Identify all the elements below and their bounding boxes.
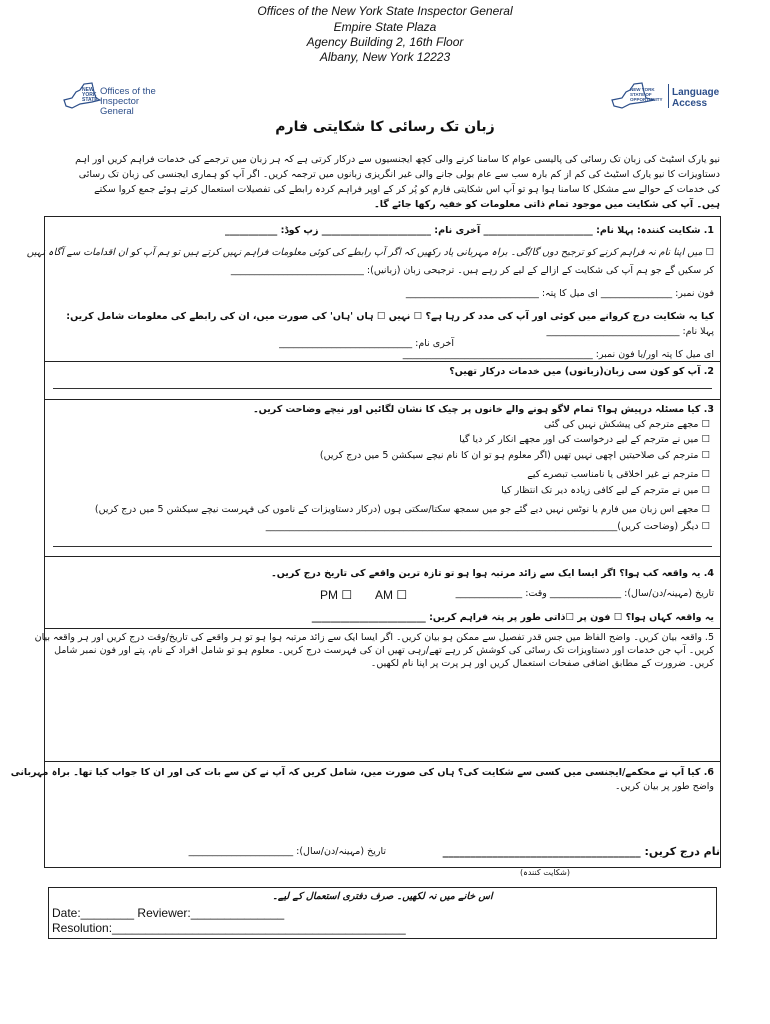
office-use-note: اس خانے میں نہ لکھیں۔ صرف دفتری استعمال کے لیے۔ [272, 891, 493, 902]
issue-question: 3. کیا مسئلہ درپیش ہوا؟ تمام لاگو ہونے والے خانوں پر چیک کا نشان لگائیں اور نیچے وضاحت کریں۔ [253, 404, 714, 415]
issue-option-no-translated-forms[interactable]: ☐ مجھے اس زبان میں فارم یا نوٹس نہیں دیے گئے جو میں سمجھ سکتا/سکتی ہوں (درکار دستاویزات کے ناموں کی فہرست نیچے سیکشن 5 میں درج کریں) [94, 504, 710, 515]
prior-complaint-line-2: واضح طور پر بیان کریں۔ [614, 781, 714, 792]
section-3-issue [44, 399, 721, 557]
header-line-4: Albany, New York 12223 [319, 50, 451, 64]
name-field[interactable]: نام درج کریں: ____________________________________ [442, 845, 720, 858]
helper-first-name-field[interactable]: پہلا نام: ____________________________ [546, 326, 714, 337]
preferred-language-field[interactable]: کر سکیں گے جو ہم آپ کی شکایت کے ازالے کے لیے کر رہے ہیں۔ ترجیحی زبان (زبانیں): ____________________________ [230, 265, 714, 276]
section-1-complainant [26, 216, 721, 362]
form-title: زبان تک رسائی کا شکایتی فارم [275, 119, 495, 135]
issue-option-long-wait[interactable]: ☐ میں نے مترجم کے لیے کافی زیادہ دیر تک انتظار کیا [501, 485, 710, 496]
logo-ny-text: NEW YORK STATE [82, 87, 98, 103]
describe-line-1: 5. واقعہ بیان کریں۔ واضح الفاظ میں جس قدر تفصیل سے ممکن ہو بیان کریں۔ اگر ایسا ایک سے زائد مرتبہ ہوا ہو تو ہر واقعے کی تاریخ/وقت درج کریں اور ہر واقعہ بیان [34, 632, 714, 643]
logo-divider [668, 84, 669, 108]
language-access-logo [610, 82, 720, 112]
describe-line-3: کریں۔ ضرورت کے مطابق اضافی صفحات استعمال کریں اور ہر پرت پر اپنا نام لکھیں۔ [370, 658, 714, 669]
when-question: 4. یہ واقعہ کب ہوا؟ اگر ایسا ایک سے زائد مرتبہ ہوا ہو تو تازہ ترین واقعے کی تاریخ درج کریں۔ [271, 568, 714, 579]
oig-logo [62, 82, 172, 117]
signature-date-field[interactable]: تاریخ (مہینہ/دن/سال): ______________________ [188, 846, 386, 857]
header-line-3: Agency Building 2, 16th Floor [306, 35, 464, 49]
office-resolution[interactable]: Resolution:____________________________________________ [52, 921, 406, 935]
describe-answer-area[interactable] [49, 673, 716, 757]
section-2-language [44, 361, 721, 400]
logo-oig-name: Offices of the Inspector General [100, 86, 156, 117]
logo-ny-opportunity-text: NEW YORK STATE OF OPPORTUNITY [630, 87, 663, 102]
anonymous-checkbox-option[interactable]: ☐ میں اپنا نام نہ فراہم کرنے کو ترجیح دوں گا/گی۔ براہ مہربانی یاد رکھیں کہ اگر آپ رابطے کی کوئی معلومات فراہم نہیں کرتے ہیں تو ہم آپ کو ان اقدامات سے آگاہ نہیں [26, 247, 714, 258]
describe-line-2: کریں۔ آپ جن خدمات اور دستاویزات تک رسائی کی کوشش کر رہے تھے/رہی تھیں ان کی فہرست درج کریں۔ معلوم ہو تو شامل افراد کے نام، پتے اور فون نمبر شامل [54, 645, 714, 656]
complainant-name-fields[interactable]: 1. شکایت کنندہ: پہلا نام: _______________________ آخری نام: _______________________ زپ کوڈ: ___________ [225, 225, 714, 236]
header-line-1: Offices of the New York State Inspector General [257, 4, 513, 18]
helper-contact-field[interactable]: ای میل کا پتہ اور/یا فون نمبر: ________________________________________ [402, 349, 714, 360]
am-checkbox[interactable]: AM ☐ [375, 588, 408, 602]
where-question[interactable]: یہ واقعہ کہاں ہوا؟ ☐ فون پر ☐ذاتی طور پر پتہ فراہم کریں: ________________________ [311, 612, 714, 623]
language-question: 2. آپ کو کون سی زبان(زبانوں) میں خدمات درکار تھیں؟ [449, 366, 714, 377]
issue-option-unethical[interactable]: ☐ مترجم نے غیر اخلاقی یا نامناسب تبصرے کیے [527, 469, 710, 480]
issue-option-poor-skills[interactable]: ☐ مترجم کی صلاحیتیں اچھی نہیں تھیں (اگر معلوم ہو تو ان کا نام نیچے سیکشن 5 میں درج کریں) [319, 450, 710, 461]
section-5-describe [34, 628, 721, 762]
intro-line-1: نیو یارک اسٹیٹ کی زبان تک رسائی کی پالیسی عوام کا سامنا کرنے والی کچھ ایجنسیوں سے درکار کرتی ہے کہ ہر زبان میں ترجمے کی خدمات فراہم کریں اور اہم [75, 154, 720, 165]
prior-complaint-line-1: 6. کیا آپ نے محکمے/ایجنسی میں کسی سے شکایت کی؟ ہاں کی صورت میں، شامل کریں کہ آپ نے کن سے بات کی اور ان کا جواب کیا تھا۔ براہ مہربانی [10, 767, 714, 778]
pm-checkbox[interactable]: PM ☐ [320, 588, 353, 602]
helper-last-name-field[interactable]: آخری نام: ____________________________ [279, 338, 454, 349]
intro-line-4: ہیں۔ آپ کی شکایت میں موجود تمام ذاتی معلومات کو خفیہ رکھا جائے گا۔ [374, 199, 720, 210]
logo-language-access: Language Access [672, 87, 720, 109]
date-time-fields[interactable]: تاریخ (مہینہ/دن/سال): _______________ وقت: ______________ [455, 588, 714, 599]
section-4-when [44, 556, 721, 629]
assistance-question[interactable]: کیا یہ شکایت درج کروانے میں کوئی اور آپ کی مدد کر رہا ہے؟ ☐ نہیں ☐ ہاں 'ہاں' کی صورت میں، ان کی رابطے کی معلومات شامل کریں: [66, 311, 714, 322]
office-use-box [48, 887, 717, 939]
office-date-reviewer[interactable]: Date:________ Reviewer:______________ [52, 906, 285, 920]
complainant-caption: (شکایت کنندہ) [520, 868, 570, 877]
issue-option-no-interpreter[interactable]: ☐ مجھے مترجم کی پیشکش نہیں کی گئی [543, 419, 710, 430]
intro-line-3: کی خدمات کے حوالے سے مشکل کا سامنا ہوا ہو تو آپ اس شکایتی فارم کو پُر کر کے اوپر فراہم کردہ رابطے کی تفصیلات استعمال کرتے ہوئے جمع کروا سکتے [94, 184, 720, 195]
intro-line-2: دستاویزات کا نیو یارک اسٹیٹ کی کم از کم بارہ سب سے عام بولی جانے والی غیر انگریزی زبانوں میں ترجمہ کریں۔ اگر آپ کو ہماری ایجنسی کی زبان تک رسائی [78, 169, 720, 180]
phone-email-fields[interactable]: فون نمبر: _______________ ای میل کا پتہ: ____________________________ [405, 288, 714, 299]
issue-option-refused[interactable]: ☐ میں نے مترجم کے لیے درخواست کی اور مجھے انکار کر دیا گیا [459, 434, 710, 445]
issue-other-line[interactable] [53, 546, 712, 547]
issue-option-other[interactable]: ☐ دیگر (وضاحت کریں)__________________________________________________________________________ [265, 521, 710, 532]
language-answer-line[interactable] [53, 388, 712, 389]
header-line-2: Empire State Plaza [333, 20, 437, 34]
